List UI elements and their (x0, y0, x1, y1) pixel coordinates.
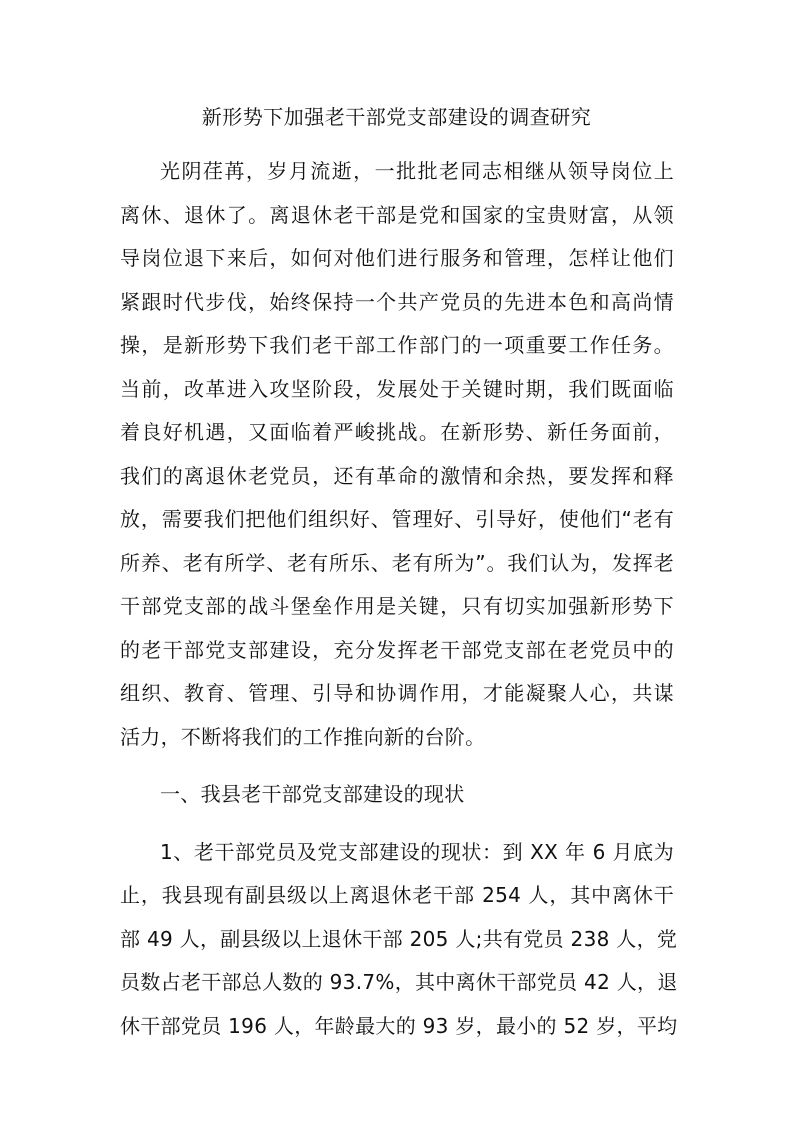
paragraph-line: 离休、退休了。离退休老干部是党和国家的宝贵财富，从领 (120, 202, 674, 227)
paragraph-line: 活力，不断将我们的工作推向新的台阶。 (120, 724, 486, 749)
paragraph-line: 光阴荏苒，岁月流逝，一批批老同志相继从领导岗位上 (160, 159, 674, 183)
paragraph-line: 部 49 人，副县级以上退休干部 205 人;共有党员 238 人，党 (120, 926, 678, 951)
paragraph-line: 操，是新形势下我们老干部工作部门的一项重要工作任务。 (120, 333, 674, 357)
paragraph-line: 当前，改革进入攻坚阶段，发展处于关键时期，我们既面临 (120, 376, 674, 401)
paragraph-line: 干部党支部的战斗堡垒作用是关键，只有切实加强新形势下 (120, 594, 674, 618)
paragraph-line: 组织、教育、管理、引导和协调作用，才能凝聚人心，共谋 (120, 681, 674, 705)
document-title: 新形势下加强老干部党支部建设的调查研究 (201, 105, 592, 129)
paragraph-line: 放，需要我们把他们组织好、管理好、引导好，使他们“老有 (120, 507, 674, 531)
paragraph-line: 导岗位退下来后，如何对他们进行服务和管理，怎样让他们 (120, 246, 674, 270)
paragraph-line: 着良好机遇，又面临着严峻挑战。在新形势、新任务面前， (120, 420, 674, 444)
section-heading: 一、我县老干部党支部建设的现状 (160, 782, 465, 806)
paragraph-line: 休干部党员 196 人，年龄最大的 93 岁，最小的 52 岁，平均 (120, 1013, 678, 1038)
paragraph-line: 紧跟时代步伐，始终保持一个共产党员的先进本色和高尚情 (120, 289, 674, 314)
status-paragraph (120, 837, 678, 1042)
paragraph-line: 员数占老干部总人数的 93.7%，其中离休干部党员 42 人，退 (120, 970, 678, 994)
document-body (120, 156, 678, 1054)
paragraph-line: 我们的离退休老党员，还有革命的激情和余热，要发挥和释 (120, 463, 674, 488)
paragraph-line: 1、老干部党员及党支部建设的现状：到 XX 年 6 月底为 (160, 839, 674, 864)
paragraph-line: 的老干部党支部建设，充分发挥老干部党支部在老党员中的 (120, 637, 674, 662)
intro-paragraph (120, 156, 674, 753)
paragraph-line: 所养、老有所学、老有所乐、老有所为”。我们认为，发挥老 (120, 550, 674, 575)
paragraph-line: 止，我县现有副县级以上离退休老干部 254 人，其中离休干 (120, 883, 674, 907)
